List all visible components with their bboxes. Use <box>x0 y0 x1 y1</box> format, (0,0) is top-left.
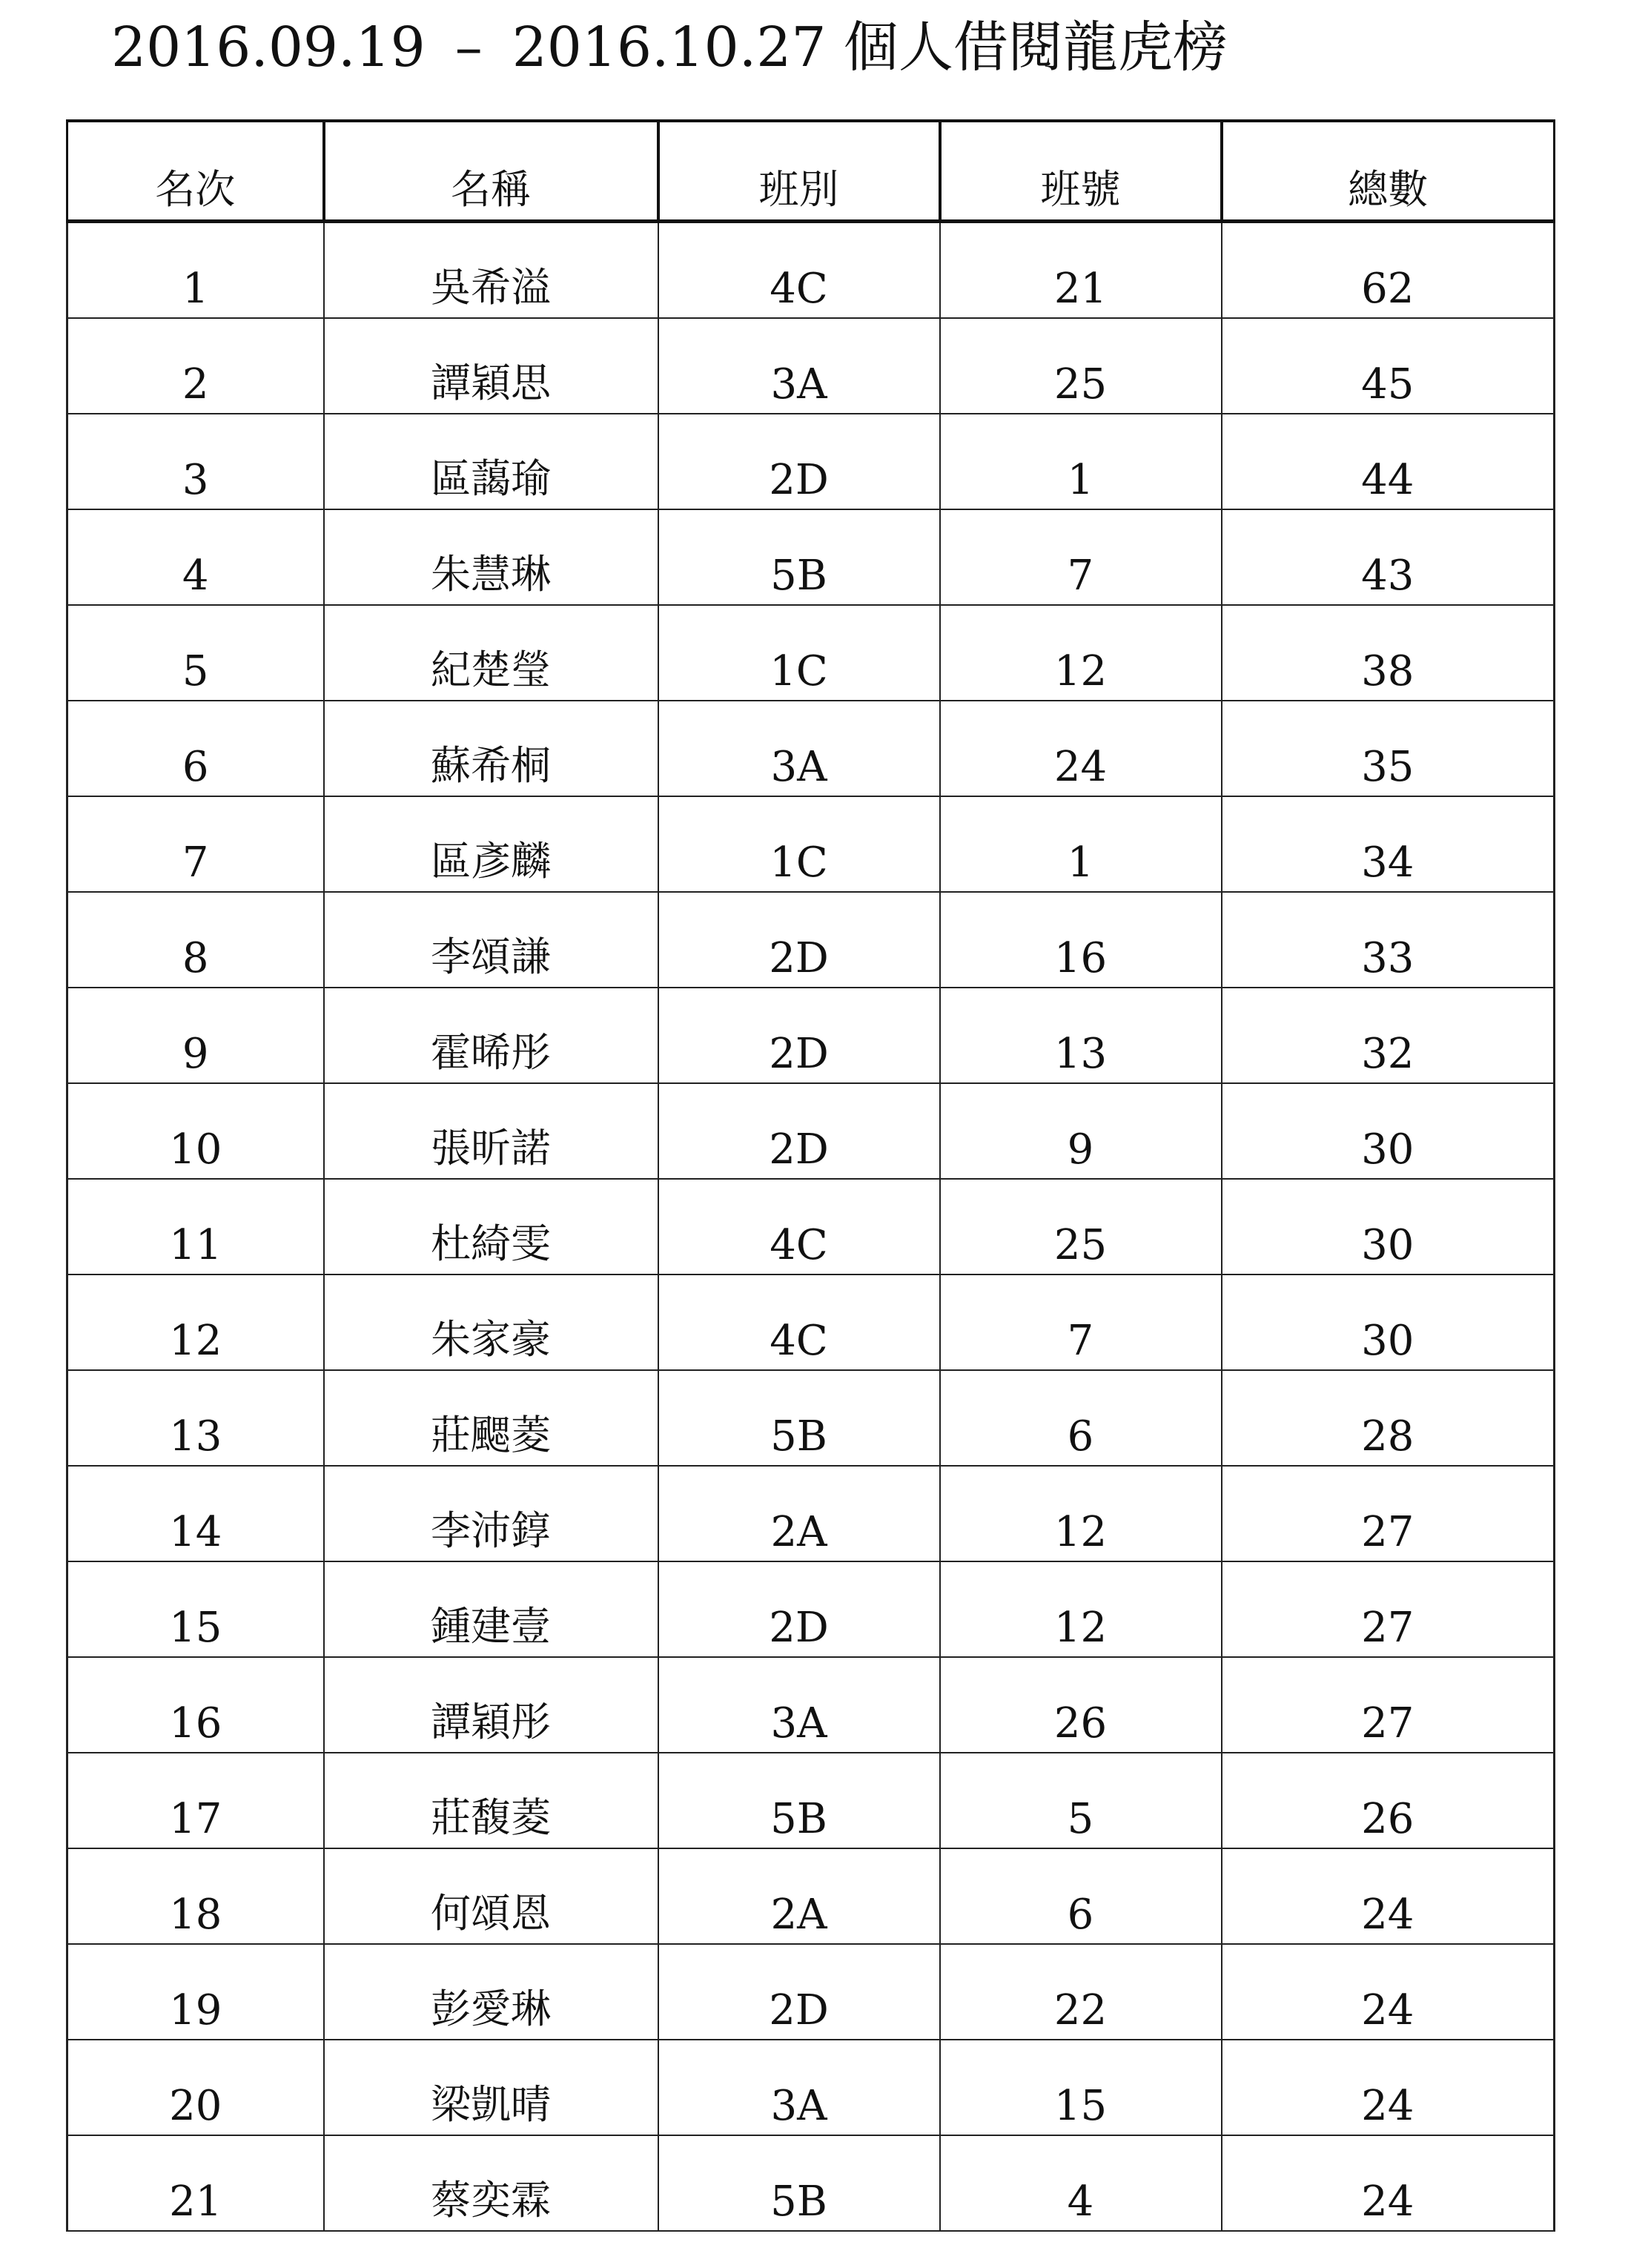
cell-name: 區藹瑜 <box>324 414 658 509</box>
cell-class-number: 24 <box>940 701 1222 796</box>
table-row <box>67 1753 1555 1848</box>
table-row <box>67 2135 1555 2231</box>
table-row <box>67 1848 1555 1944</box>
cell-rank: 3 <box>67 414 324 509</box>
cell-total: 32 <box>1222 988 1555 1083</box>
cell-class-number: 25 <box>940 1179 1222 1274</box>
cell-total: 34 <box>1222 796 1555 892</box>
table-row <box>67 1179 1555 1274</box>
cell-rank: 12 <box>67 1274 324 1370</box>
cell-class: 3A <box>658 701 940 796</box>
cell-name: 彭愛琳 <box>324 1944 658 2040</box>
cell-name: 李頌謙 <box>324 892 658 988</box>
cell-class: 2D <box>658 892 940 988</box>
page-title <box>111 10 1228 85</box>
cell-name: 蘇希桐 <box>324 701 658 796</box>
cell-rank: 11 <box>67 1179 324 1274</box>
cell-rank: 15 <box>67 1561 324 1657</box>
table-row <box>67 988 1555 1083</box>
cell-rank: 13 <box>67 1370 324 1466</box>
title-dash: – <box>454 16 483 79</box>
header-name: 名稱 <box>324 121 658 222</box>
cell-class: 1C <box>658 796 940 892</box>
cell-name: 譚穎思 <box>324 318 658 414</box>
header-total: 總數 <box>1222 121 1555 222</box>
cell-class: 4C <box>658 222 940 319</box>
table-row <box>67 1657 1555 1753</box>
cell-total: 26 <box>1222 1753 1555 1848</box>
cell-total: 62 <box>1222 222 1555 319</box>
table-row <box>67 1561 1555 1657</box>
cell-rank: 8 <box>67 892 324 988</box>
cell-rank: 19 <box>67 1944 324 2040</box>
cell-name: 梁凱晴 <box>324 2040 658 2135</box>
cell-name: 莊馥菱 <box>324 1753 658 1848</box>
title-start-date: 2016.09.19 <box>111 16 426 79</box>
cell-total: 24 <box>1222 1944 1555 2040</box>
title-end-text: 2016.10.27 個人借閱龍虎榜 <box>512 16 1228 79</box>
table-row <box>67 1083 1555 1179</box>
cell-class-number: 4 <box>940 2135 1222 2231</box>
cell-class: 5B <box>658 1370 940 1466</box>
cell-rank: 6 <box>67 701 324 796</box>
cell-rank: 5 <box>67 605 324 701</box>
cell-name: 朱慧琳 <box>324 509 658 605</box>
cell-name: 蔡奕霖 <box>324 2135 658 2231</box>
cell-total: 24 <box>1222 2040 1555 2135</box>
cell-class: 5B <box>658 1753 940 1848</box>
cell-class-number: 7 <box>940 1274 1222 1370</box>
cell-name: 張昕諾 <box>324 1083 658 1179</box>
table-row <box>67 701 1555 796</box>
cell-rank: 1 <box>67 222 324 319</box>
cell-class-number: 21 <box>940 222 1222 319</box>
cell-name: 譚穎彤 <box>324 1657 658 1753</box>
table-row <box>67 605 1555 701</box>
cell-class-number: 26 <box>940 1657 1222 1753</box>
table-body <box>67 222 1555 2232</box>
table-row <box>67 892 1555 988</box>
cell-rank: 2 <box>67 318 324 414</box>
cell-total: 30 <box>1222 1274 1555 1370</box>
table-row <box>67 509 1555 605</box>
cell-name: 霍晞彤 <box>324 988 658 1083</box>
cell-class: 2D <box>658 988 940 1083</box>
cell-total: 30 <box>1222 1083 1555 1179</box>
cell-rank: 16 <box>67 1657 324 1753</box>
cell-class: 2A <box>658 1466 940 1561</box>
table-header <box>67 121 1555 222</box>
cell-total: 30 <box>1222 1179 1555 1274</box>
cell-class-number: 1 <box>940 414 1222 509</box>
ranking-table <box>66 119 1555 2232</box>
cell-total: 27 <box>1222 1657 1555 1753</box>
cell-class-number: 1 <box>940 796 1222 892</box>
cell-class: 1C <box>658 605 940 701</box>
table-row <box>67 2040 1555 2135</box>
cell-class: 4C <box>658 1179 940 1274</box>
cell-rank: 20 <box>67 2040 324 2135</box>
cell-class: 5B <box>658 509 940 605</box>
cell-class-number: 6 <box>940 1848 1222 1944</box>
cell-name: 朱家豪 <box>324 1274 658 1370</box>
cell-class: 4C <box>658 1274 940 1370</box>
cell-name: 鍾建壹 <box>324 1561 658 1657</box>
cell-name: 紀楚瑩 <box>324 605 658 701</box>
table-row <box>67 222 1555 319</box>
cell-total: 27 <box>1222 1466 1555 1561</box>
cell-class: 2D <box>658 414 940 509</box>
cell-total: 44 <box>1222 414 1555 509</box>
cell-class-number: 15 <box>940 2040 1222 2135</box>
cell-name: 李沛錞 <box>324 1466 658 1561</box>
cell-class: 2D <box>658 1561 940 1657</box>
cell-class-number: 12 <box>940 605 1222 701</box>
cell-total: 24 <box>1222 1848 1555 1944</box>
cell-class-number: 25 <box>940 318 1222 414</box>
table-row <box>67 1944 1555 2040</box>
table-row <box>67 318 1555 414</box>
header-rank: 名次 <box>67 121 324 222</box>
cell-name: 杜綺雯 <box>324 1179 658 1274</box>
cell-class: 3A <box>658 2040 940 2135</box>
cell-class-number: 13 <box>940 988 1222 1083</box>
cell-class-number: 22 <box>940 1944 1222 2040</box>
cell-rank: 10 <box>67 1083 324 1179</box>
cell-total: 33 <box>1222 892 1555 988</box>
cell-total: 28 <box>1222 1370 1555 1466</box>
cell-class-number: 9 <box>940 1083 1222 1179</box>
cell-name: 莊颸菱 <box>324 1370 658 1466</box>
cell-class-number: 5 <box>940 1753 1222 1848</box>
table-row <box>67 796 1555 892</box>
ranking-table-container <box>66 119 1553 2232</box>
table-row <box>67 1466 1555 1561</box>
table-row <box>67 1370 1555 1466</box>
cell-rank: 17 <box>67 1753 324 1848</box>
cell-total: 43 <box>1222 509 1555 605</box>
cell-total: 38 <box>1222 605 1555 701</box>
header-class-number: 班號 <box>940 121 1222 222</box>
cell-class-number: 6 <box>940 1370 1222 1466</box>
cell-class: 2D <box>658 1944 940 2040</box>
cell-rank: 7 <box>67 796 324 892</box>
cell-rank: 18 <box>67 1848 324 1944</box>
table-row <box>67 414 1555 509</box>
cell-rank: 9 <box>67 988 324 1083</box>
cell-class-number: 12 <box>940 1466 1222 1561</box>
cell-rank: 14 <box>67 1466 324 1561</box>
cell-total: 24 <box>1222 2135 1555 2231</box>
header-class: 班別 <box>658 121 940 222</box>
cell-total: 27 <box>1222 1561 1555 1657</box>
cell-class-number: 12 <box>940 1561 1222 1657</box>
cell-class: 3A <box>658 1657 940 1753</box>
header-row <box>67 121 1555 222</box>
cell-class-number: 16 <box>940 892 1222 988</box>
cell-rank: 4 <box>67 509 324 605</box>
cell-name: 區彥麟 <box>324 796 658 892</box>
cell-total: 45 <box>1222 318 1555 414</box>
cell-class-number: 7 <box>940 509 1222 605</box>
cell-class: 2A <box>658 1848 940 1944</box>
cell-class: 3A <box>658 318 940 414</box>
cell-name: 何頌恩 <box>324 1848 658 1944</box>
cell-total: 35 <box>1222 701 1555 796</box>
cell-name: 吳希溢 <box>324 222 658 319</box>
table-row <box>67 1274 1555 1370</box>
cell-class: 2D <box>658 1083 940 1179</box>
cell-class: 5B <box>658 2135 940 2231</box>
cell-rank: 21 <box>67 2135 324 2231</box>
